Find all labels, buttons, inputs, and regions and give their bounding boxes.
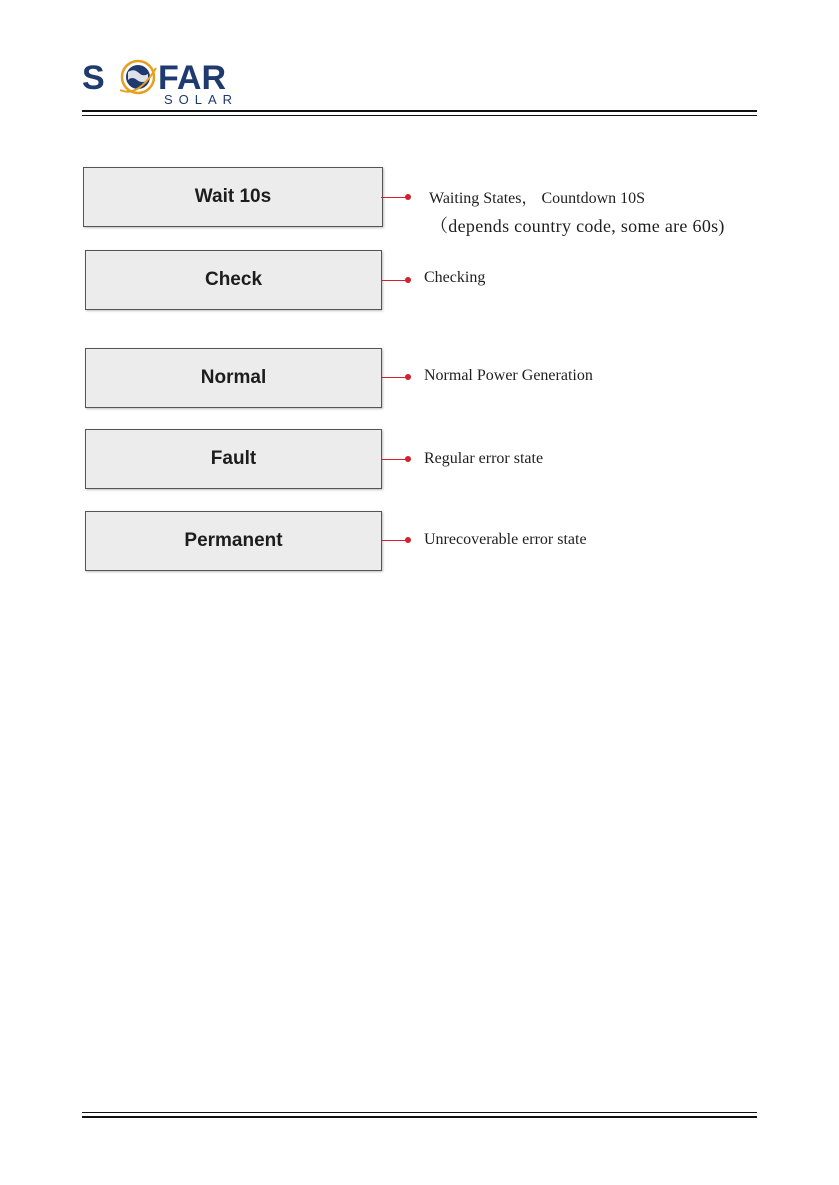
state-box-fault <box>85 429 382 489</box>
connector-dot <box>405 277 411 283</box>
state-box-check <box>85 250 382 310</box>
state-box-normal <box>85 348 382 408</box>
state-label: Normal <box>200 367 267 388</box>
state-description: Waiting States， Countdown 10S <box>429 190 646 207</box>
state-box-wait <box>83 167 383 227</box>
state-note: （depends country code, some are 60s) <box>430 216 725 236</box>
state-label: Fault <box>210 448 257 469</box>
svg-text:S: S <box>82 59 105 97</box>
state-label: Check <box>204 269 263 290</box>
state-description: Regular error state <box>424 450 544 467</box>
header-rule-thin <box>82 115 757 116</box>
globe-icon <box>120 61 156 93</box>
connector-dot <box>405 374 411 380</box>
svg-text:FAR: FAR <box>158 59 226 97</box>
footer-rule-thin <box>82 1112 757 1113</box>
svg-text:SOLAR: SOLAR <box>164 92 239 106</box>
state-description: Checking <box>424 269 486 286</box>
sofar-solar-logo <box>82 58 267 106</box>
state-label: Permanent <box>184 530 283 551</box>
header-rule-thick <box>82 110 757 112</box>
connector-dot <box>405 456 411 462</box>
state-description: Unrecoverable error state <box>424 531 587 548</box>
state-box-permanent <box>85 511 382 571</box>
state-description: Normal Power Generation <box>424 367 593 384</box>
footer-rule-thick <box>82 1116 757 1118</box>
connector-dot <box>405 194 411 200</box>
state-label: Wait 10s <box>194 186 272 207</box>
connector-dot <box>405 537 411 543</box>
